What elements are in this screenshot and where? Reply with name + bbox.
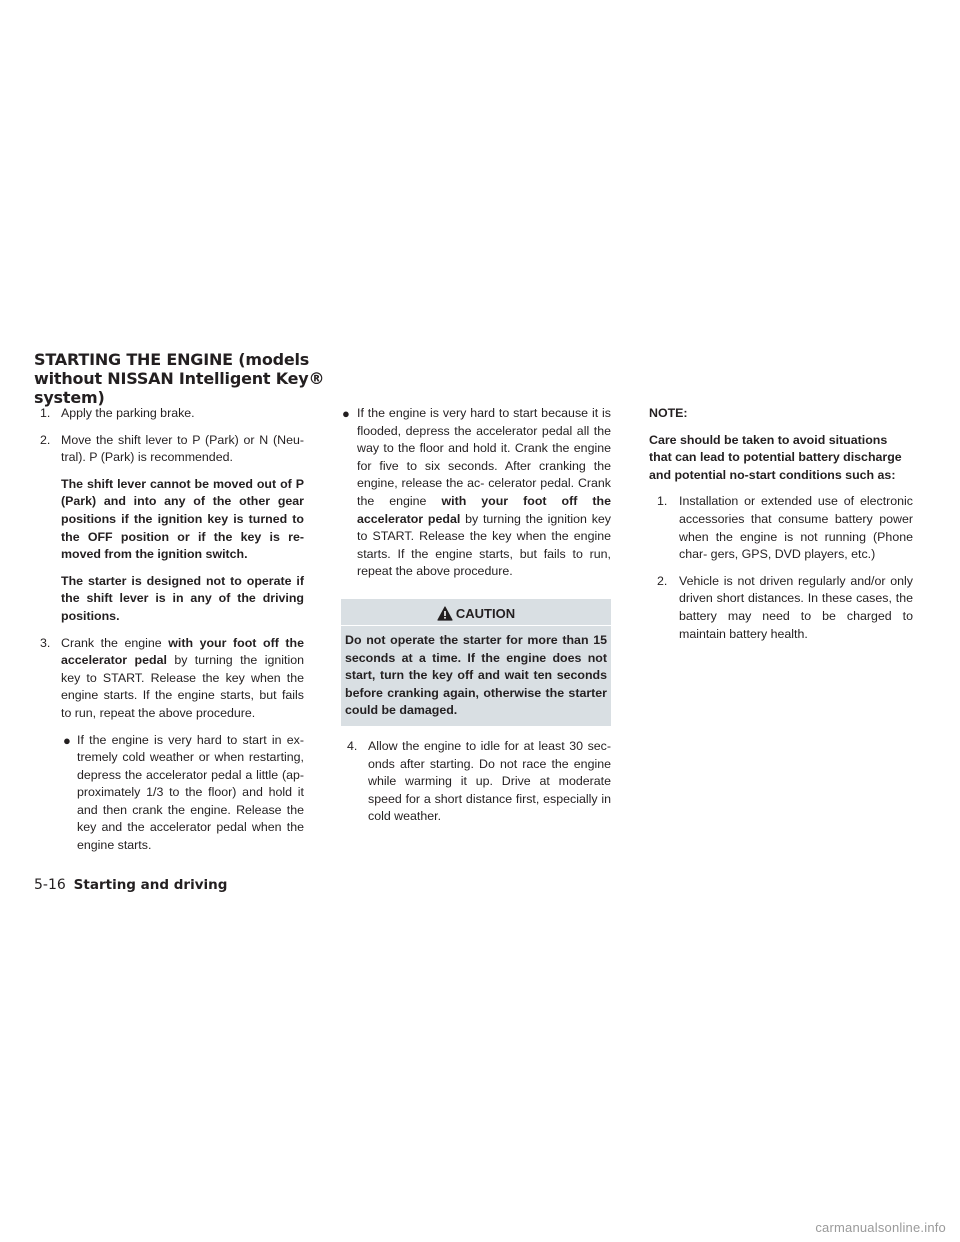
section-title: STARTING THE ENGINE (models without NISSAN Intelligent Key® system) [34, 350, 325, 407]
bullet-text-bold: with your foot off the accelerator pedal [357, 493, 611, 526]
caution-title: CAUTION [455, 605, 516, 621]
step-text: Apply the parking brake. [61, 406, 195, 420]
caution-header [341, 599, 611, 626]
step-number: 1. [40, 406, 51, 420]
warning-triangle-icon [437, 606, 453, 621]
note-title: NOTE: [649, 406, 688, 420]
note-item-2 [649, 573, 913, 643]
bullet-icon: ● [63, 732, 71, 748]
note-item-1 [649, 493, 913, 563]
step-2 [34, 432, 304, 467]
page-footer [34, 876, 227, 893]
item-number: 1. [657, 494, 668, 509]
column-1 [34, 405, 304, 864]
step-number: 4. [347, 738, 358, 753]
column-3 [649, 405, 913, 652]
bullet-text-post: by turning the ignition key to START. Release the key when the engine starts. If the engine starts, but fails to run, repeat the above procedure. [357, 511, 611, 579]
step-3 [34, 635, 304, 723]
item-text: Installation or extended use of electronic accessories that consume battery power when the engine is not running (Phone char- gers, GPS, DVD players, etc.) [679, 494, 913, 562]
column-2 [341, 405, 611, 835]
bullet-cold-weather [34, 732, 304, 855]
step-2-warning-2: The starter is designed not to operate if the shift lever is in any of the driving positions. [61, 573, 304, 623]
step-text: Allow the engine to idle for at least 30 sec- onds after starting. Do not race the engine while warming it up. Drive at moderate speed for a short distance first, especially in cold weather. [368, 738, 611, 824]
step-text-bold: with your foot off the accelerator pedal [61, 635, 304, 668]
bullet-icon: ● [342, 406, 350, 421]
step-4 [341, 738, 611, 826]
bullet-text: If the engine is very hard to start in ex- tremely cold weather or when restarting, depress the accelerator pedal a little (ap- proximately 1/3 to the floor) and hold it and then crank the engine. Release the key and the accelerator pedal when the engine starts. [77, 732, 304, 853]
watermark: carmanualsonline.info [815, 1220, 946, 1235]
step-1 [34, 405, 304, 423]
item-text: Vehicle is not driven regularly and/or only driven short distances. In these cases, the battery may need to be charged to maintain battery health. [679, 573, 913, 641]
caution-text: Do not operate the starter for more than 15 seconds at a time. If the engine does not start, turn the key off and wait ten seconds before cranking again, otherwise the starter could be damaged. [345, 632, 607, 718]
bullet-text-pre: If the engine is very hard to start because it is flooded, depress the accelerator pedal all the way to the floor and hold it. Crank the engine for five to six seconds. After cranking the engine, release the ac- celerator pedal. Crank the engine [357, 406, 611, 508]
step-2-warning-1: The shift lever cannot be moved out of P (Park) and into any of the other gear positions if the ignition key is turned to the OFF position or if the key is re- moved from the ignition switch. [61, 476, 304, 562]
step-text-pre: Crank the engine [61, 635, 169, 650]
step-text-post: by turning the ignition key to START. Release the key when the engine starts. If the engine starts, but fails to run, repeat the above procedure. [61, 653, 305, 720]
step-text: Move the shift lever to P (Park) or N (Neu- tral). P (Park) is recommended. [61, 432, 304, 465]
page-number: 5-16 [34, 877, 66, 893]
step-number: 3. [40, 635, 51, 650]
step-number: 2. [40, 432, 51, 447]
note-intro: Care should be taken to avoid situations that can lead to potential battery discharge and potential no-start conditions such as: [649, 432, 902, 482]
bullet-flooded [341, 405, 611, 581]
chapter-title: Starting and driving [73, 877, 228, 893]
caution-box [341, 599, 611, 726]
item-number: 2. [657, 573, 668, 588]
